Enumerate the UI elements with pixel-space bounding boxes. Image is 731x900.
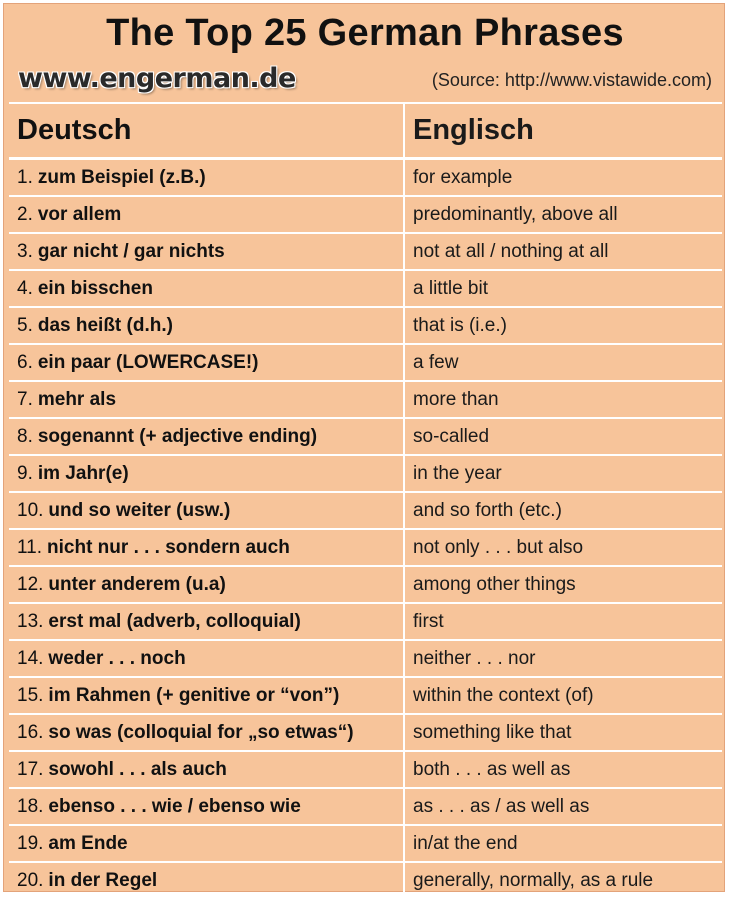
table-row: [9, 345, 722, 382]
german-phrase: gar nicht / gar nichts: [37, 240, 225, 262]
row-number: 5.: [17, 314, 33, 336]
row-number: 3.: [17, 240, 33, 262]
english-phrase: neither . . . nor: [413, 647, 536, 669]
german-cell: [9, 197, 405, 232]
table-row: [9, 160, 722, 197]
row-number: 10.: [17, 499, 44, 521]
table-row: [9, 493, 722, 530]
row-number: 19.: [17, 832, 44, 854]
english-phrase: for example: [413, 166, 513, 188]
table-row: [9, 863, 722, 900]
german-phrase: zum Beispiel (z.B.): [37, 166, 206, 188]
german-cell: [9, 752, 405, 787]
table-row: [9, 752, 722, 789]
german-cell: [9, 863, 405, 898]
english-phrase: both . . . as well as: [413, 758, 571, 780]
row-number: 12.: [17, 573, 44, 595]
german-cell: [9, 493, 405, 528]
german-cell: [9, 234, 405, 269]
row-number: 14.: [17, 647, 44, 669]
english-phrase: among other things: [413, 573, 576, 595]
table-row: [9, 271, 722, 308]
table-row: [9, 715, 722, 752]
table-row: [9, 530, 722, 567]
english-phrase: in/at the end: [413, 832, 518, 854]
english-phrase: first: [413, 610, 444, 632]
table-row: [9, 826, 722, 863]
english-phrase: so-called: [413, 425, 490, 447]
german-phrase: ein bisschen: [37, 277, 153, 299]
source-note: (Source: http://www.vistawide.com): [431, 70, 712, 90]
german-cell: [9, 715, 405, 750]
german-phrase: sowohl . . . als auch: [48, 758, 227, 780]
english-phrase: not only . . . but also: [413, 536, 584, 558]
row-number: 17.: [17, 758, 44, 780]
page-title: The Top 25 German Phrases: [106, 12, 624, 54]
table-row: [9, 678, 722, 715]
table-row: [9, 419, 722, 456]
german-cell: [9, 678, 405, 713]
german-cell: [9, 456, 405, 491]
row-number: 9.: [17, 462, 33, 484]
german-cell: [9, 419, 405, 454]
german-phrase: ebenso . . . wie / ebenso wie: [48, 795, 301, 817]
german-cell: [9, 271, 405, 306]
german-phrase: und so weiter (usw.): [48, 499, 231, 521]
phrases-table: [9, 102, 722, 900]
english-phrase: within the context (of): [413, 684, 594, 706]
german-phrase: im Jahr(e): [37, 462, 129, 484]
table-row: [9, 456, 722, 493]
german-cell: [9, 826, 405, 861]
german-cell: [9, 382, 405, 417]
german-phrase: mehr als: [37, 388, 117, 410]
english-phrase: generally, normally, as a rule: [413, 869, 654, 891]
german-phrase: das heißt (d.h.): [37, 314, 173, 336]
english-phrase: as . . . as / as well as: [413, 795, 590, 817]
german-phrase: so was (colloquial for „so etwas“): [48, 721, 354, 743]
english-phrase: and so forth (etc.): [413, 499, 562, 521]
english-phrase: a few: [413, 351, 459, 373]
row-number: 2.: [17, 203, 33, 225]
english-phrase: more than: [413, 388, 499, 410]
german-cell: [9, 567, 405, 602]
table-row: [9, 197, 722, 234]
table-row: [9, 789, 722, 826]
german-cell: [9, 530, 405, 565]
row-number: 16.: [17, 721, 44, 743]
english-phrase: not at all / nothing at all: [413, 240, 609, 262]
english-phrase: something like that: [413, 721, 572, 743]
table-row: [9, 382, 722, 419]
german-phrase: in der Regel: [48, 869, 158, 891]
row-number: 11.: [17, 536, 43, 558]
german-cell: [9, 641, 405, 676]
german-phrase: vor allem: [37, 203, 122, 225]
german-phrase: sogenannt (+ adjective ending): [37, 425, 318, 447]
german-phrase: ein paar (LOWERCASE!): [37, 351, 259, 373]
row-number: 18.: [17, 795, 44, 817]
table-header-row: [9, 104, 722, 160]
header-german: Deutsch: [9, 104, 405, 157]
row-number: 13.: [17, 610, 44, 632]
english-phrase: a little bit: [413, 277, 488, 299]
german-cell: [9, 160, 405, 195]
german-phrase: am Ende: [48, 832, 128, 854]
english-phrase: that is (i.e.): [413, 314, 507, 336]
english-phrase: predominantly, above all: [413, 203, 618, 225]
german-cell: [9, 345, 405, 380]
german-cell: [9, 789, 405, 824]
row-number: 7.: [17, 388, 33, 410]
header-english: Englisch: [413, 114, 534, 146]
row-number: 8.: [17, 425, 33, 447]
row-number: 6.: [17, 351, 33, 373]
table-row: [9, 567, 722, 604]
row-number: 20.: [17, 869, 44, 891]
table-row: [9, 234, 722, 271]
row-number: 1.: [17, 166, 33, 188]
german-phrase: im Rahmen (+ genitive or “von”): [48, 684, 340, 706]
german-phrase: unter anderem (u.a): [48, 573, 226, 595]
table-row: [9, 641, 722, 678]
table-row: [9, 604, 722, 641]
german-cell: [9, 308, 405, 343]
table-row: [9, 308, 722, 345]
phrase-sheet: [3, 3, 725, 892]
site-watermark: www.engerman.de: [18, 63, 296, 94]
english-phrase: in the year: [413, 462, 502, 484]
german-phrase: nicht nur . . . sondern auch: [47, 536, 290, 558]
german-phrase: weder . . . noch: [48, 647, 186, 669]
german-cell: [9, 604, 405, 639]
german-phrase: erst mal (adverb, colloquial): [48, 610, 301, 632]
row-number: 15.: [17, 684, 44, 706]
row-number: 4.: [17, 277, 33, 299]
